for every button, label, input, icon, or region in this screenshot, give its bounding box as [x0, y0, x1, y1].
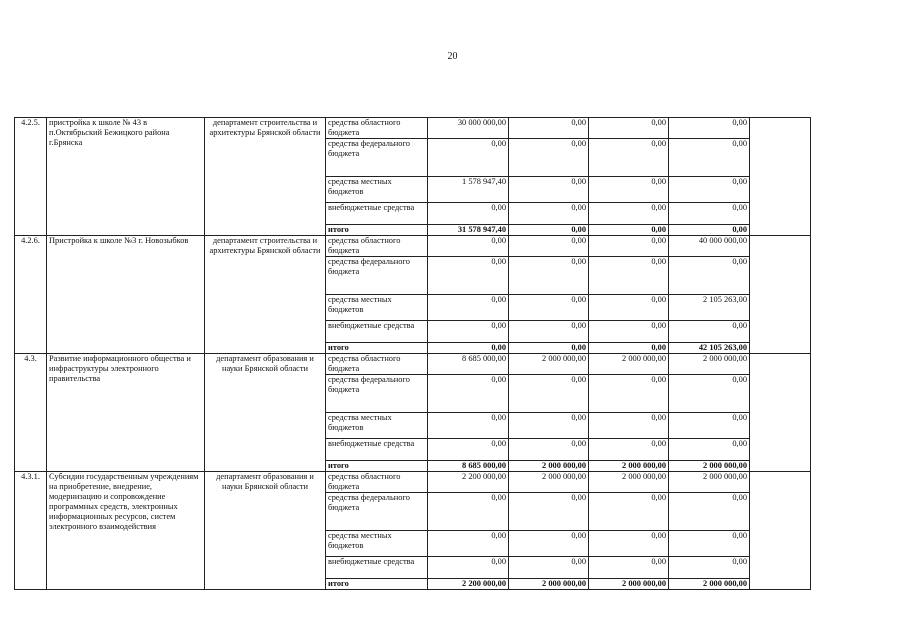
amount-year-2: 0,00	[509, 321, 589, 343]
amount-year-1: 1 578 947,40	[428, 177, 509, 203]
amount-year-4: 0,00	[669, 557, 750, 579]
amount-year-2: 0,00	[509, 439, 589, 461]
funding-source-label: средства местных бюджетов	[326, 531, 428, 557]
amount-year-3: 0,00	[589, 413, 669, 439]
amount-year-3: 0,00	[589, 321, 669, 343]
amount-year-2: 2 000 000,00	[509, 354, 589, 375]
amount-year-4: 2 105 263,00	[669, 295, 750, 321]
amount-year-1: 0,00	[428, 375, 509, 413]
funding-source-label: средства областного бюджета	[326, 118, 428, 139]
amount-year-1: 0,00	[428, 557, 509, 579]
amount-year-4: 2 000 000,00	[669, 354, 750, 375]
amount-year-2: 0,00	[509, 225, 589, 236]
amount-year-4: 0,00	[669, 439, 750, 461]
amount-year-4: 40 000 000,00	[669, 236, 750, 257]
item-executor: департамент строительства и архитектуры Брянской области	[205, 118, 326, 236]
amount-year-1: 0,00	[428, 413, 509, 439]
amount-year-2: 0,00	[509, 118, 589, 139]
amount-year-4: 0,00	[669, 375, 750, 413]
empty-column-cell	[750, 236, 811, 354]
table-row	[15, 236, 811, 257]
table-row	[15, 472, 811, 493]
amount-year-1: 0,00	[428, 295, 509, 321]
amount-year-2: 0,00	[509, 203, 589, 225]
table-row	[15, 118, 811, 139]
amount-year-2: 0,00	[509, 413, 589, 439]
funding-source-label: средства областного бюджета	[326, 236, 428, 257]
amount-year-1: 0,00	[428, 236, 509, 257]
funding-source-label: внебюджетные средства	[326, 439, 428, 461]
amount-year-4: 2 000 000,00	[669, 461, 750, 472]
funding-source-label: средства федерального бюджета	[326, 375, 428, 413]
amount-year-4: 0,00	[669, 118, 750, 139]
item-name: Пристройка к школе №3 г. Новозыбков	[47, 236, 205, 354]
funding-source-label: итого	[326, 579, 428, 590]
item-executor: департамент образования и науки Брянской области	[205, 354, 326, 472]
amount-year-1: 0,00	[428, 343, 509, 354]
funding-source-label: итого	[326, 461, 428, 472]
funding-source-label: средства областного бюджета	[326, 354, 428, 375]
amount-year-4: 2 000 000,00	[669, 579, 750, 590]
table-body	[15, 118, 811, 590]
amount-year-1: 0,00	[428, 321, 509, 343]
funding-source-label: средства местных бюджетов	[326, 413, 428, 439]
amount-year-4: 0,00	[669, 321, 750, 343]
amount-year-1: 0,00	[428, 531, 509, 557]
amount-year-1: 31 578 947,40	[428, 225, 509, 236]
funding-source-label: внебюджетные средства	[326, 557, 428, 579]
amount-year-3: 0,00	[589, 557, 669, 579]
amount-year-4: 42 105 263,00	[669, 343, 750, 354]
amount-year-1: 0,00	[428, 439, 509, 461]
empty-column-cell	[750, 354, 811, 472]
amount-year-1: 0,00	[428, 139, 509, 177]
amount-year-3: 0,00	[589, 343, 669, 354]
amount-year-4: 0,00	[669, 177, 750, 203]
amount-year-1: 8 685 000,00	[428, 461, 509, 472]
page-number: 20	[447, 51, 458, 62]
amount-year-4: 0,00	[669, 413, 750, 439]
amount-year-4: 0,00	[669, 203, 750, 225]
amount-year-3: 0,00	[589, 177, 669, 203]
funding-source-label: средства областного бюджета	[326, 472, 428, 493]
amount-year-4: 2 000 000,00	[669, 472, 750, 493]
amount-year-2: 0,00	[509, 493, 589, 531]
amount-year-3: 0,00	[589, 295, 669, 321]
item-code: 4.2.5.	[15, 118, 47, 236]
item-executor: департамент строительства и архитектуры Брянской области	[205, 236, 326, 354]
amount-year-3: 2 000 000,00	[589, 579, 669, 590]
empty-column-cell	[750, 472, 811, 590]
amount-year-4: 0,00	[669, 531, 750, 557]
item-name: Развитие информационного общества и инфраструктуры электронного правительства	[47, 354, 205, 472]
amount-year-1: 0,00	[428, 493, 509, 531]
empty-column-cell	[750, 118, 811, 236]
funding-source-label: средства федерального бюджета	[326, 257, 428, 295]
amount-year-1: 0,00	[428, 203, 509, 225]
amount-year-3: 0,00	[589, 257, 669, 295]
funding-source-label: средства федерального бюджета	[326, 493, 428, 531]
amount-year-3: 2 000 000,00	[589, 472, 669, 493]
amount-year-3: 0,00	[589, 439, 669, 461]
amount-year-3: 0,00	[589, 493, 669, 531]
amount-year-2: 2 000 000,00	[509, 579, 589, 590]
amount-year-1: 8 685 000,00	[428, 354, 509, 375]
item-executor: департамент образования и науки Брянской области	[205, 472, 326, 590]
amount-year-2: 0,00	[509, 295, 589, 321]
amount-year-2: 0,00	[509, 375, 589, 413]
budget-table	[14, 117, 811, 590]
amount-year-2: 0,00	[509, 531, 589, 557]
amount-year-4: 0,00	[669, 493, 750, 531]
amount-year-1: 2 200 000,00	[428, 579, 509, 590]
amount-year-3: 0,00	[589, 203, 669, 225]
funding-source-label: внебюджетные средства	[326, 321, 428, 343]
amount-year-3: 0,00	[589, 531, 669, 557]
item-code: 4.2.6.	[15, 236, 47, 354]
amount-year-3: 2 000 000,00	[589, 461, 669, 472]
table-row	[15, 354, 811, 375]
amount-year-2: 2 000 000,00	[509, 472, 589, 493]
amount-year-3: 0,00	[589, 118, 669, 139]
funding-source-label: средства федерального бюджета	[326, 139, 428, 177]
amount-year-4: 0,00	[669, 257, 750, 295]
amount-year-2: 0,00	[509, 177, 589, 203]
amount-year-2: 0,00	[509, 236, 589, 257]
amount-year-1: 2 200 000,00	[428, 472, 509, 493]
amount-year-3: 0,00	[589, 236, 669, 257]
amount-year-2: 2 000 000,00	[509, 461, 589, 472]
item-name: пристройка к школе № 43 в п.Октябрьский Бежицкого района г.Брянска	[47, 118, 205, 236]
funding-source-label: средства местных бюджетов	[326, 295, 428, 321]
amount-year-3: 0,00	[589, 225, 669, 236]
amount-year-4: 0,00	[669, 139, 750, 177]
amount-year-2: 0,00	[509, 139, 589, 177]
funding-source-label: внебюджетные средства	[326, 203, 428, 225]
amount-year-1: 30 000 000,00	[428, 118, 509, 139]
amount-year-3: 0,00	[589, 375, 669, 413]
amount-year-2: 0,00	[509, 343, 589, 354]
item-code: 4.3.1.	[15, 472, 47, 590]
funding-source-label: итого	[326, 343, 428, 354]
funding-source-label: средства местных бюджетов	[326, 177, 428, 203]
amount-year-3: 0,00	[589, 139, 669, 177]
funding-source-label: итого	[326, 225, 428, 236]
amount-year-3: 2 000 000,00	[589, 354, 669, 375]
amount-year-2: 0,00	[509, 557, 589, 579]
amount-year-4: 0,00	[669, 225, 750, 236]
item-name: Субсидии государственным учреждениям на приобретение, внедрение, модернизацию и сопровождение программных средств, электронных информационных ресурсов, систем электронного взаимодействия	[47, 472, 205, 590]
amount-year-2: 0,00	[509, 257, 589, 295]
amount-year-1: 0,00	[428, 257, 509, 295]
item-code: 4.3.	[15, 354, 47, 472]
